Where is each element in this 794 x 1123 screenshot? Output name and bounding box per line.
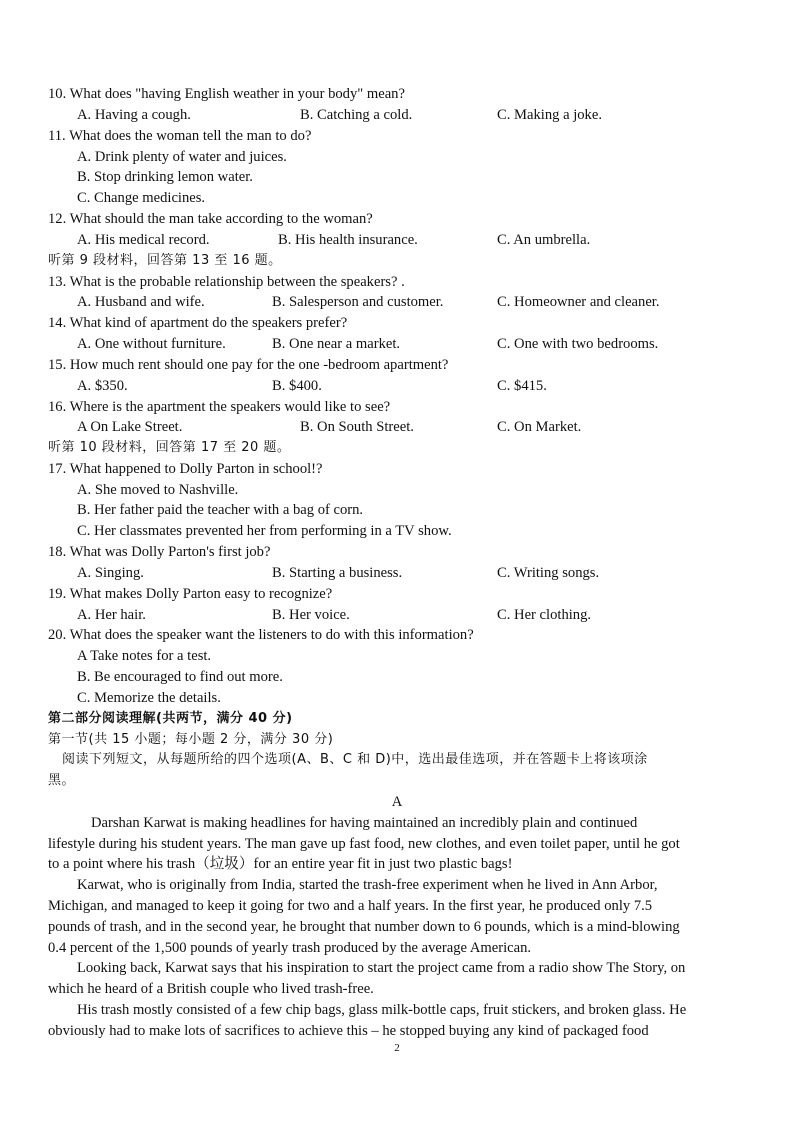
question-18: 18. What was Dolly Parton's first job? (48, 544, 271, 560)
material-9-note: 听第 9 段材料，回答第 13 至 16 题。 (48, 253, 282, 268)
q15-option-a: A. $350. (77, 378, 128, 394)
q20-option-b: B. Be encouraged to find out more. (77, 669, 283, 685)
question-11: 11. What does the woman tell the man to do? (48, 128, 312, 144)
q17-option-b: B. Her father paid the teacher with a bag of corn. (77, 502, 364, 518)
q12-option-c: C. An umbrella. (497, 232, 591, 248)
q14-option-b: B. One near a market. (272, 336, 401, 352)
passage-p1-line1: Darshan Karwat is making headlines for having maintained an incredibly plain and continued (91, 815, 638, 831)
passage-p1-line2: lifestyle during his student years. The man gave up fast food, new clothes, and even toilet paper, until he got (48, 836, 680, 852)
passage-p3-line2: which he heard of a British couple who lived trash-free. (48, 981, 374, 997)
q17-option-a: A. She moved to Nashville. (77, 482, 239, 498)
q13-option-b: B. Salesperson and customer. (272, 294, 444, 310)
q10-option-a: A. Having a cough. (77, 107, 191, 123)
question-13: 13. What is the probable relationship between the speakers? . (48, 274, 405, 290)
question-10: 10. What does "having English weather in your body" mean? (48, 86, 405, 102)
q10-option-b: B. Catching a cold. (300, 107, 413, 123)
q19-option-c: C. Her clothing. (497, 607, 592, 623)
q16-option-a: A On Lake Street. (77, 419, 183, 435)
passage-p2-line2: Michigan, and managed to keep it going for two and a half years. In the first year, he produced only 7.5 (48, 898, 653, 914)
q11-option-c: C. Change medicines. (77, 190, 206, 206)
part2-heading: 第二部分阅读理解(共两节，满分 40 分) (48, 711, 293, 726)
page-number: 2 (394, 1042, 400, 1054)
q20-option-a: A Take notes for a test. (77, 648, 212, 664)
q18-option-c: C. Writing songs. (497, 565, 600, 581)
q18-option-b: B. Starting a business. (272, 565, 403, 581)
q18-option-a: A. Singing. (77, 565, 144, 581)
q17-option-c: C. Her classmates prevented her from performing in a TV show. (77, 523, 452, 539)
passage-label: A (391, 794, 403, 810)
question-14: 14. What kind of apartment do the speakers prefer? (48, 315, 348, 331)
passage-p1-line3: to a point where his trash（垃圾）for an entire year fit in just two plastic bags! (48, 856, 513, 872)
question-12: 12. What should the man take according to the woman? (48, 211, 373, 227)
q19-option-a: A. Her hair. (77, 607, 146, 623)
passage-p2-line3: pounds of trash, and in the second year, he brought that number down to 6 pounds, which is a mind-blowing (48, 919, 680, 935)
passage-p2-line1: Karwat, who is originally from India, started the trash-free experiment when he lived in Ann Arbor, (77, 877, 658, 893)
q13-option-c: C. Homeowner and cleaner. (497, 294, 660, 310)
q15-option-c: C. $415. (497, 378, 547, 394)
q16-option-b: B. On South Street. (300, 419, 414, 435)
reading-instruction-line2: 黑。 (48, 773, 76, 788)
question-19: 19. What makes Dolly Parton easy to recognize? (48, 586, 333, 602)
passage-p4-line1: His trash mostly consisted of a few chip bags, glass milk-bottle caps, fruit stickers, and broken glass. He (77, 1002, 687, 1018)
passage-p4-line2: obviously had to make lots of sacrifices to achieve this – he stopped buying any kind of packaged food (48, 1023, 649, 1039)
q12-option-a: A. His medical record. (77, 232, 210, 248)
q14-option-a: A. One without furniture. (77, 336, 226, 352)
part2-subheading: 第一节(共 15 小题；每小题 2 分，满分 30 分) (48, 732, 334, 747)
passage-p3-line1: Looking back, Karwat says that his inspiration to start the project came from a radio show The Story, on (77, 960, 686, 976)
q15-option-b: B. $400. (272, 378, 322, 394)
q14-option-c: C. One with two bedrooms. (497, 336, 659, 352)
q11-option-a: A. Drink plenty of water and juices. (77, 149, 287, 165)
q16-option-c: C. On Market. (497, 419, 582, 435)
q11-option-b: B. Stop drinking lemon water. (77, 169, 253, 185)
q10-option-c: C. Making a joke. (497, 107, 602, 123)
question-17: 17. What happened to Dolly Parton in school!? (48, 461, 323, 477)
question-16: 16. Where is the apartment the speakers would like to see? (48, 399, 391, 415)
question-20: 20. What does the speaker want the listeners to do with this information? (48, 627, 474, 643)
q20-option-c: C. Memorize the details. (77, 690, 221, 706)
material-10-note: 听第 10 段材料，回答第 17 至 20 题。 (48, 440, 291, 455)
reading-instruction-line1: 阅读下列短文，从每题所给的四个选项(A、B、C 和 D)中，选出最佳选项，并在答题卡上将该项涂 (62, 752, 648, 767)
q12-option-b: B. His health insurance. (278, 232, 418, 248)
question-15: 15. How much rent should one pay for the one -bedroom apartment? (48, 357, 449, 373)
passage-p2-line4: 0.4 percent of the 1,500 pounds of yearly trash produced by the average American. (48, 940, 532, 956)
q19-option-b: B. Her voice. (272, 607, 350, 623)
q13-option-a: A. Husband and wife. (77, 294, 205, 310)
